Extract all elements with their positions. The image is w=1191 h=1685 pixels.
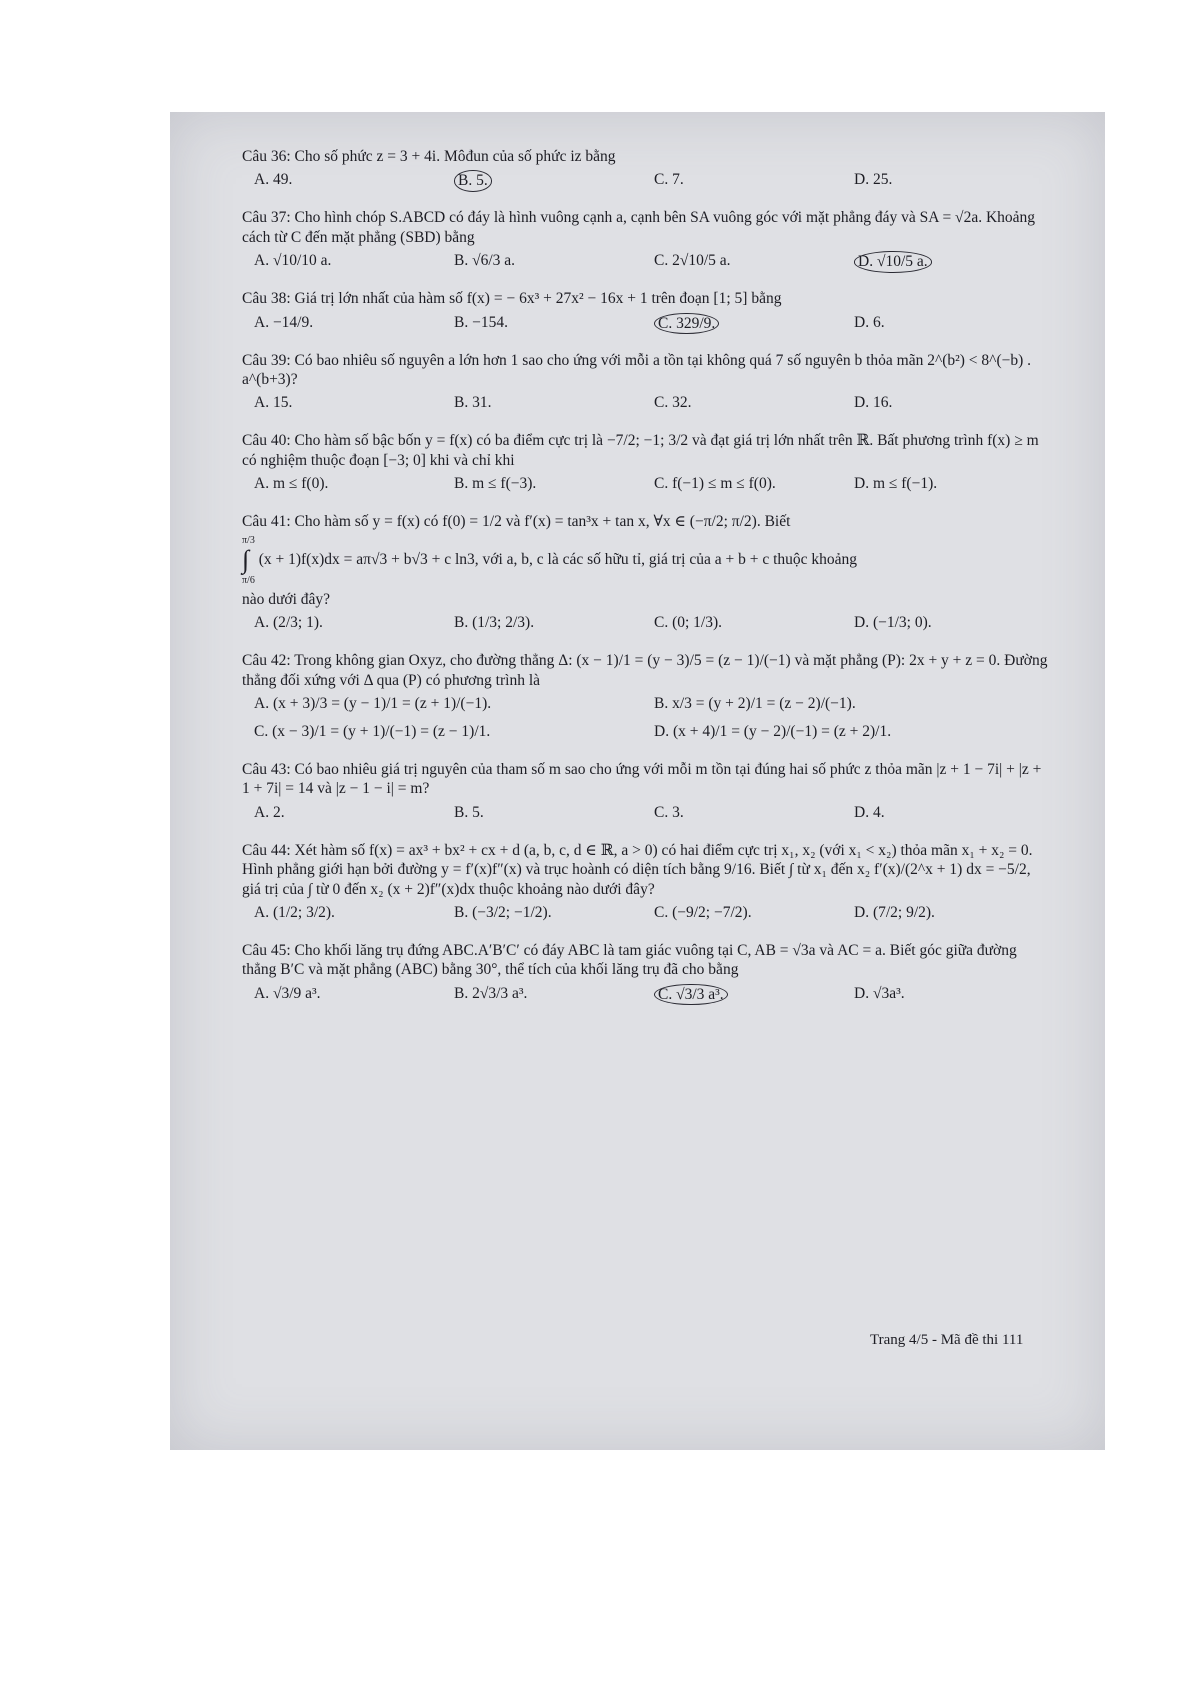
q43-option-d: D. 4. <box>854 803 885 821</box>
question-38 <box>242 289 1052 340</box>
question-41-stem-line2 <box>242 535 1052 586</box>
question-43-options <box>242 803 1052 831</box>
question-43 <box>242 760 1052 831</box>
q39-option-b: B. 31. <box>454 394 492 412</box>
question-36 <box>242 147 1052 198</box>
exam-page <box>170 112 1105 1450</box>
question-44-stem: Câu 44: Xét hàm số f(x) = ax³ + bx² + cx + d (a, b, c, d ∈ ℝ, a > 0) có hai điểm cực trị x₁, x₂ (với x₁ < x₂) thỏa mãn x₁ + x₂ = 0. Hình phẳng giới hạn bởi đường y = f′(x)f″(x) và trục hoành có diện tích bằng 9/16. Biết ∫ từ x₁ đến x₂ f′(x)/(2^x + 1) dx = −5/2, giá trị của ∫ từ 0 đến x₂ (x + 2)f″(x)dx thuộc khoảng nào dưới đây? <box>242 841 1033 898</box>
q45-option-d: D. √3a³. <box>854 984 905 1002</box>
question-37-stem: Câu 37: Cho hình chóp S.ABCD có đáy là hình vuông cạnh a, cạnh bên SA vuông góc với mặt phẳng đáy và SA = √2a. Khoảng cách từ C đến mặt phẳng (SBD) bằng <box>242 209 1036 246</box>
question-41 <box>242 512 1052 641</box>
question-39-stem: Câu 39: Có bao nhiêu số nguyên a lớn hơn 1 sao cho ứng với mỗi a tồn tại không quá 7 số nguyên b thỏa mãn 2^(b²) < 8^(−b) . a^(b+3)? <box>242 351 1032 388</box>
q42-option-b: B. x/3 = (y + 2)/1 = (z − 2)/(−1). <box>654 695 856 713</box>
q43-option-a: A. 2. <box>254 803 285 821</box>
question-42-options-row1 <box>242 694 1052 722</box>
q44-option-d: D. (7/2; 9/2). <box>854 903 935 921</box>
q44-option-a: A. (1/2; 3/2). <box>254 903 335 921</box>
question-41-stem-line3: nào dưới đây? <box>242 590 331 608</box>
q41-option-b: B. (1/3; 2/3). <box>454 614 535 632</box>
q43-option-b: B. 5. <box>454 803 484 821</box>
q42-option-c: C. (x − 3)/1 = (y + 1)/(−1) = (z − 1)/1. <box>254 723 491 741</box>
question-44-options <box>242 903 1052 931</box>
q44-option-c: C. (−9/2; −7/2). <box>654 903 752 921</box>
question-42-stem: Câu 42: Trong không gian Oxyz, cho đường thẳng Δ: (x − 1)/1 = (y − 3)/5 = (z − 1)/(−1) và mặt phẳng (P): 2x + y + z = 0. Đường thẳng đối xứng với Δ qua (P) có phương trình là <box>242 652 1048 689</box>
q45-option-a: A. √3/9 a³. <box>254 984 321 1002</box>
q39-option-d: D. 16. <box>854 394 893 412</box>
page-footer: Trang 4/5 - Mã đề thi 111 <box>870 1332 1024 1348</box>
q40-option-c: C. f(−1) ≤ m ≤ f(0). <box>654 475 776 492</box>
question-38-stem: Câu 38: Giá trị lớn nhất của hàm số f(x) = − 6x³ + 27x² − 16x + 1 trên đoạn [1; 5] bằng <box>242 290 782 308</box>
q40-option-d: D. m ≤ f(−1). <box>854 475 938 492</box>
q36-option-b: B. 5. <box>454 170 492 191</box>
question-36-options <box>242 170 1052 198</box>
question-42 <box>242 651 1052 750</box>
q38-option-a: A. −14/9. <box>254 313 314 331</box>
q43-option-c: C. 3. <box>654 803 684 821</box>
q39-option-c: C. 32. <box>654 394 692 412</box>
q38-option-c: C. 329/9. <box>654 313 719 334</box>
question-38-options <box>242 313 1052 341</box>
question-37 <box>242 208 1052 279</box>
question-45-options <box>242 984 1052 1012</box>
q41-option-c: C. (0; 1/3). <box>654 614 723 632</box>
q45-option-c: C. √3/3 a³. <box>654 984 728 1005</box>
question-36-stem: Câu 36: Cho số phức z = 3 + 4i. Môđun của số phức iz bằng <box>242 148 616 165</box>
question-45-stem: Câu 45: Cho khối lăng trụ đứng ABC.A′B′C′ có đáy ABC là tam giác vuông tại C, AB = √3a và AC = a. Biết góc giữa đường thẳng B′C và mặt phẳng (ABC) bằng 30°, thể tích của khối lăng trụ đã cho bằng <box>242 941 1017 979</box>
exam-content <box>242 147 1052 1022</box>
q38-option-d: D. 6. <box>854 313 885 331</box>
question-42-options-row2 <box>242 722 1052 750</box>
integral-upper-limit: π/3 <box>242 535 255 547</box>
q36-option-d: D. 25. <box>854 171 893 189</box>
q40-option-b: B. m ≤ f(−3). <box>454 475 537 492</box>
q38-option-b: B. −154. <box>454 313 508 331</box>
integral-lower-limit: π/6 <box>242 574 255 586</box>
q37-option-d: D. √10/5 a. <box>854 251 932 272</box>
question-39-options <box>242 393 1052 421</box>
q45-option-b: B. 2√3/3 a³. <box>454 984 528 1002</box>
q37-option-b: B. √6/3 a. <box>454 252 516 270</box>
q41-option-a: A. (2/3; 1). <box>254 614 323 632</box>
question-41-stem-text: (x + 1)f(x)dx = aπ√3 + b√3 + c ln3, với a, b, c là các số hữu tỉ, giá trị của a + b + c thuộc khoảng <box>258 551 858 569</box>
question-43-stem: Câu 43: Có bao nhiêu giá trị nguyên của tham số m sao cho ứng với mỗi m tồn tại đúng hai số phức z thỏa mãn |z + 1 − 7i| + |z + 1 + 7i| = 14 và |z − 1 − i| = m? <box>242 761 1042 798</box>
question-40-options <box>242 474 1052 502</box>
question-41-stem-line1: Câu 41: Cho hàm số y = f(x) có f(0) = 1/2 và f′(x) = tan³x + tan x, ∀x ∈ (−π/2; π/2). Biết <box>242 513 791 530</box>
q44-option-b: B. (−3/2; −1/2). <box>454 903 552 921</box>
q42-option-a: A. (x + 3)/3 = (y − 1)/1 = (z + 1)/(−1). <box>254 695 492 713</box>
question-37-options <box>242 251 1052 279</box>
q39-option-a: A. 15. <box>254 394 293 412</box>
question-40 <box>242 431 1052 502</box>
integral-limits <box>242 535 255 586</box>
q40-option-a: A. m ≤ f(0). <box>254 475 329 492</box>
q37-option-c: C. 2√10/5 a. <box>654 252 731 270</box>
question-40-stem: Câu 40: Cho hàm số bậc bốn y = f(x) có ba điểm cực trị là −7/2; −1; 3/2 và đạt giá trị lớn nhất trên ℝ. Bất phương trình f(x) ≥ m có nghiệm thuộc đoạn [−3; 0] khi và chỉ khi <box>242 432 1039 469</box>
q36-option-a: A. 49. <box>254 171 293 189</box>
question-44 <box>242 841 1052 931</box>
q41-option-d: D. (−1/3; 0). <box>854 614 932 632</box>
question-45 <box>242 941 1052 1012</box>
integral-sign-icon: ∫ <box>242 545 250 575</box>
q36-option-c: C. 7. <box>654 171 684 189</box>
question-41-options <box>242 613 1052 641</box>
question-39 <box>242 351 1052 422</box>
q37-option-a: A. √10/10 a. <box>254 252 332 270</box>
q42-option-d: D. (x + 4)/1 = (y − 2)/(−1) = (z + 2)/1. <box>654 723 892 741</box>
